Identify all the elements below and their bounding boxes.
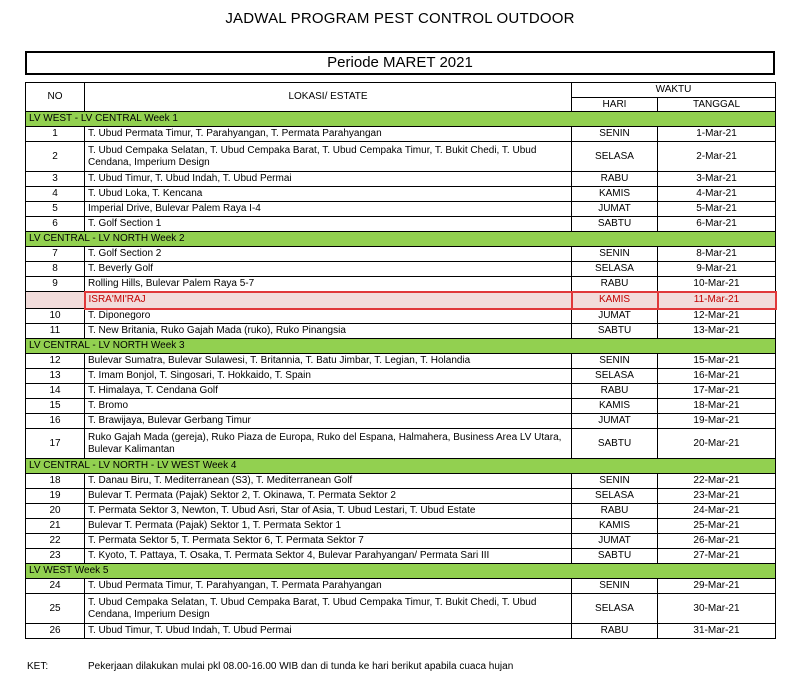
cell-lokasi: T. Permata Sektor 3, Newton, T. Ubud Asri, Star of Asia, T. Ubud Lestari, T. Ubud Estate — [85, 504, 572, 519]
table-row — [26, 172, 776, 187]
header-lokasi: LOKASI/ ESTATE — [85, 83, 572, 112]
cell-lokasi: T. Ubud Permata Timur, T. Parahyangan, T. Permata Parahyangan — [85, 579, 572, 594]
cell-tanggal: 19-Mar-21 — [658, 414, 776, 429]
cell-tanggal: 3-Mar-21 — [658, 172, 776, 187]
cell-no: 12 — [26, 354, 85, 369]
cell-no: 8 — [26, 262, 85, 277]
table-row — [26, 489, 776, 504]
cell-no: 13 — [26, 369, 85, 384]
cell-no: 9 — [26, 277, 85, 292]
cell-tanggal: 12-Mar-21 — [658, 309, 776, 324]
cell-lokasi: T. Ubud Timur, T. Ubud Indah, T. Ubud Permai — [85, 624, 572, 639]
cell-lokasi: T. New Britania, Ruko Gajah Mada (ruko), Ruko Pinangsia — [85, 324, 572, 339]
cell-lokasi: Bulevar Sumatra, Bulevar Sulawesi, T. Britannia, T. Batu Jimbar, T. Legian, T. Holandia — [85, 354, 572, 369]
cell-tanggal: 11-Mar-21 — [658, 292, 776, 309]
cell-no: 22 — [26, 534, 85, 549]
cell-tanggal: 16-Mar-21 — [658, 369, 776, 384]
cell-lokasi: ISRA'MI'RAJ — [85, 292, 572, 309]
table-row — [26, 579, 776, 594]
cell-tanggal: 6-Mar-21 — [658, 217, 776, 232]
cell-lokasi: T. Diponegoro — [85, 309, 572, 324]
cell-hari: SENIN — [572, 579, 658, 594]
cell-lokasi: T. Golf Section 1 — [85, 217, 572, 232]
cell-hari: RABU — [572, 384, 658, 399]
cell-lokasi: Imperial Drive, Bulevar Palem Raya I-4 — [85, 202, 572, 217]
cell-tanggal: 27-Mar-21 — [658, 549, 776, 564]
table-row — [26, 369, 776, 384]
table-row — [26, 202, 776, 217]
cell-no: 26 — [26, 624, 85, 639]
section-row — [26, 564, 776, 579]
cell-no — [26, 292, 85, 309]
section-label: LV CENTRAL - LV NORTH Week 3 — [26, 339, 776, 354]
cell-hari: SABTU — [572, 324, 658, 339]
cell-no: 11 — [26, 324, 85, 339]
table-row — [26, 549, 776, 564]
table-row — [26, 127, 776, 142]
section-label: LV WEST - LV CENTRAL Week 1 — [26, 112, 776, 127]
header-waktu: WAKTU — [572, 83, 776, 98]
cell-tanggal: 17-Mar-21 — [658, 384, 776, 399]
cell-tanggal: 2-Mar-21 — [658, 142, 776, 172]
section-row — [26, 112, 776, 127]
cell-tanggal: 25-Mar-21 — [658, 519, 776, 534]
cell-no: 16 — [26, 414, 85, 429]
table-row — [26, 217, 776, 232]
cell-tanggal: 18-Mar-21 — [658, 399, 776, 414]
table-row — [26, 429, 776, 459]
note-label: KET: — [27, 661, 49, 672]
section-label: LV CENTRAL - LV NORTH Week 2 — [26, 232, 776, 247]
cell-hari: RABU — [572, 277, 658, 292]
cell-hari: SELASA — [572, 594, 658, 624]
cell-hari: SELASA — [572, 489, 658, 504]
cell-no: 14 — [26, 384, 85, 399]
cell-hari: SENIN — [572, 354, 658, 369]
schedule-body — [26, 112, 776, 639]
cell-hari: SELASA — [572, 369, 658, 384]
cell-hari: SENIN — [572, 474, 658, 489]
cell-hari: SENIN — [572, 127, 658, 142]
cell-hari: SABTU — [572, 549, 658, 564]
table-row — [26, 324, 776, 339]
table-row — [26, 384, 776, 399]
section-label: LV WEST Week 5 — [26, 564, 776, 579]
cell-no: 10 — [26, 309, 85, 324]
cell-hari: SELASA — [572, 142, 658, 172]
cell-tanggal: 24-Mar-21 — [658, 504, 776, 519]
cell-no: 15 — [26, 399, 85, 414]
schedule-table — [25, 82, 777, 639]
cell-tanggal: 29-Mar-21 — [658, 579, 776, 594]
section-row — [26, 459, 776, 474]
cell-lokasi: Ruko Gajah Mada (gereja), Ruko Piaza de Europa, Ruko del Espana, Halmahera, Business Area LV Utara, Bulevar Kalimantan — [85, 429, 572, 459]
cell-tanggal: 30-Mar-21 — [658, 594, 776, 624]
period-banner: Periode MARET 2021 — [25, 51, 775, 75]
table-row — [26, 534, 776, 549]
cell-no: 19 — [26, 489, 85, 504]
document-title: JADWAL PROGRAM PEST CONTROL OUTDOOR — [225, 10, 575, 27]
cell-no: 20 — [26, 504, 85, 519]
table-row — [26, 262, 776, 277]
cell-no: 7 — [26, 247, 85, 262]
holiday-row — [26, 292, 776, 309]
section-row — [26, 232, 776, 247]
table-row — [26, 277, 776, 292]
cell-tanggal: 23-Mar-21 — [658, 489, 776, 504]
table-row — [26, 504, 776, 519]
cell-no: 18 — [26, 474, 85, 489]
cell-hari: KAMIS — [572, 292, 658, 309]
cell-tanggal: 4-Mar-21 — [658, 187, 776, 202]
cell-tanggal: 10-Mar-21 — [658, 277, 776, 292]
table-row — [26, 594, 776, 624]
cell-no: 25 — [26, 594, 85, 624]
cell-lokasi: T. Ubud Loka, T. Kencana — [85, 187, 572, 202]
cell-hari: KAMIS — [572, 399, 658, 414]
cell-hari: JUMAT — [572, 534, 658, 549]
cell-hari: SELASA — [572, 262, 658, 277]
cell-lokasi: T. Kyoto, T. Pattaya, T. Osaka, T. Permata Sektor 4, Bulevar Parahyangan/ Permata Sari III — [85, 549, 572, 564]
cell-lokasi: T. Brawijaya, Bulevar Gerbang Timur — [85, 414, 572, 429]
cell-lokasi: T. Permata Sektor 5, T. Permata Sektor 6, T. Permata Sektor 7 — [85, 534, 572, 549]
table-row — [26, 187, 776, 202]
cell-no: 23 — [26, 549, 85, 564]
cell-tanggal: 5-Mar-21 — [658, 202, 776, 217]
cell-tanggal: 1-Mar-21 — [658, 127, 776, 142]
cell-tanggal: 26-Mar-21 — [658, 534, 776, 549]
cell-hari: SENIN — [572, 247, 658, 262]
cell-hari: KAMIS — [572, 187, 658, 202]
cell-no: 21 — [26, 519, 85, 534]
cell-hari: RABU — [572, 504, 658, 519]
header-tanggal: TANGGAL — [658, 98, 776, 112]
cell-lokasi: T. Himalaya, T. Cendana Golf — [85, 384, 572, 399]
cell-lokasi: T. Danau Biru, T. Mediterranean (S3), T. Mediterranean Golf — [85, 474, 572, 489]
header-row-top — [26, 83, 776, 98]
cell-lokasi: T. Ubud Cempaka Selatan, T. Ubud Cempaka Barat, T. Ubud Cempaka Timur, T. Bukit Chedi, T. Ubud Cendana, Imperium Design — [85, 594, 572, 624]
header-hari: HARI — [572, 98, 658, 112]
cell-tanggal: 9-Mar-21 — [658, 262, 776, 277]
cell-lokasi: Bulevar T. Permata (Pajak) Sektor 1, T. Permata Sektor 1 — [85, 519, 572, 534]
header-no: NO — [26, 83, 85, 112]
cell-hari: JUMAT — [572, 414, 658, 429]
cell-lokasi: T. Ubud Permata Timur, T. Parahyangan, T. Permata Parahyangan — [85, 127, 572, 142]
cell-no: 3 — [26, 172, 85, 187]
cell-no: 2 — [26, 142, 85, 172]
cell-tanggal: 13-Mar-21 — [658, 324, 776, 339]
cell-hari: RABU — [572, 172, 658, 187]
note-text: Pekerjaan dilakukan mulai pkl 08.00-16.00 WIB dan di tunda ke hari berikut apabila cuaca hujan — [88, 661, 514, 672]
table-row — [26, 414, 776, 429]
cell-tanggal: 15-Mar-21 — [658, 354, 776, 369]
table-row — [26, 624, 776, 639]
cell-lokasi: T. Ubud Cempaka Selatan, T. Ubud Cempaka Barat, T. Ubud Cempaka Timur, T. Bukit Chedi, T. Ubud Cendana, Imperium Design — [85, 142, 572, 172]
section-row — [26, 339, 776, 354]
cell-tanggal: 8-Mar-21 — [658, 247, 776, 262]
cell-lokasi: T. Ubud Timur, T. Ubud Indah, T. Ubud Permai — [85, 172, 572, 187]
cell-tanggal: 20-Mar-21 — [658, 429, 776, 459]
cell-hari: JUMAT — [572, 309, 658, 324]
cell-hari: RABU — [572, 624, 658, 639]
cell-lokasi: T. Bromo — [85, 399, 572, 414]
cell-hari: SABTU — [572, 217, 658, 232]
cell-no: 24 — [26, 579, 85, 594]
cell-lokasi: Bulevar T. Permata (Pajak) Sektor 2, T. Okinawa, T. Permata Sektor 2 — [85, 489, 572, 504]
table-row — [26, 142, 776, 172]
table-row — [26, 247, 776, 262]
section-label: LV CENTRAL - LV NORTH - LV WEST Week 4 — [26, 459, 776, 474]
cell-no: 6 — [26, 217, 85, 232]
cell-lokasi: T. Beverly Golf — [85, 262, 572, 277]
cell-no: 1 — [26, 127, 85, 142]
table-row — [26, 399, 776, 414]
cell-no: 17 — [26, 429, 85, 459]
cell-lokasi: T. Golf Section 2 — [85, 247, 572, 262]
cell-lokasi: Rolling Hills, Bulevar Palem Raya 5-7 — [85, 277, 572, 292]
table-row — [26, 474, 776, 489]
cell-lokasi: T. Imam Bonjol, T. Singosari, T. Hokkaido, T. Spain — [85, 369, 572, 384]
cell-hari: KAMIS — [572, 519, 658, 534]
cell-tanggal: 22-Mar-21 — [658, 474, 776, 489]
table-row — [26, 519, 776, 534]
cell-no: 5 — [26, 202, 85, 217]
cell-no: 4 — [26, 187, 85, 202]
table-row — [26, 354, 776, 369]
cell-hari: JUMAT — [572, 202, 658, 217]
cell-tanggal: 31-Mar-21 — [658, 624, 776, 639]
table-row — [26, 309, 776, 324]
cell-hari: SABTU — [572, 429, 658, 459]
